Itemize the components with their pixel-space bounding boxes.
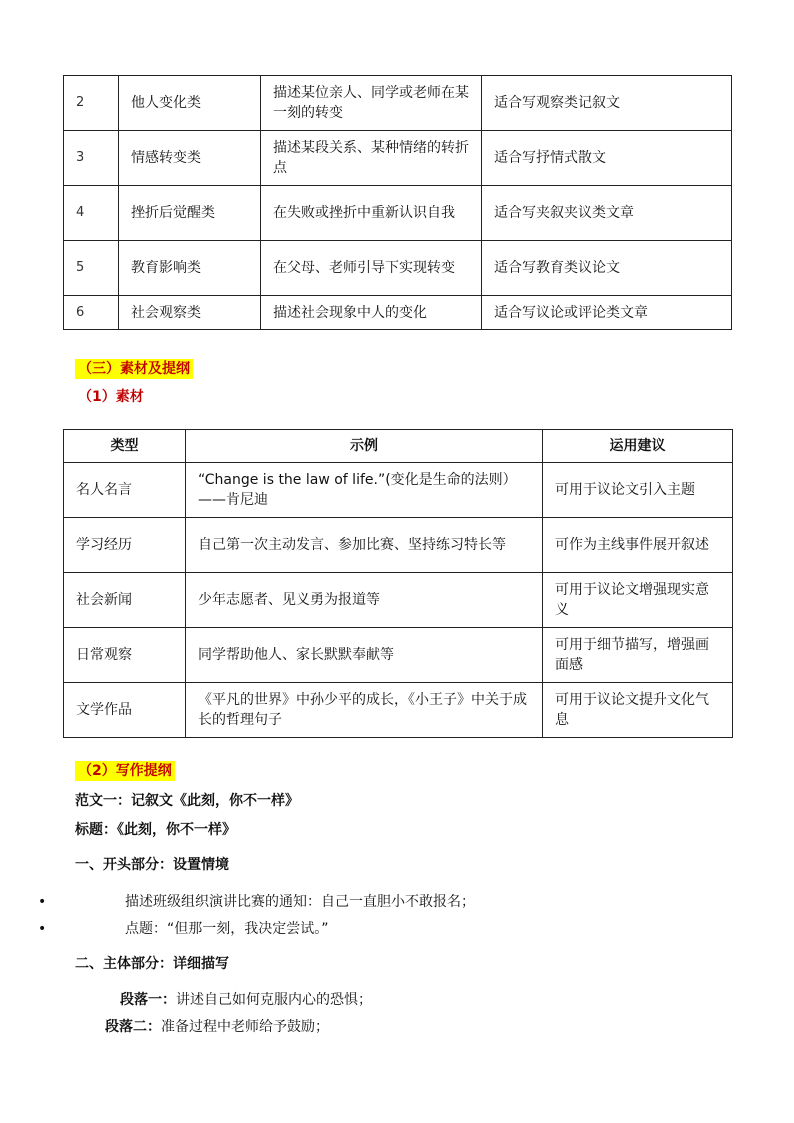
material-table bbox=[63, 429, 733, 738]
category-usage: 适合写抒情式散文 bbox=[482, 131, 732, 186]
paragraph-label: 段落一： bbox=[120, 992, 176, 1008]
table-row bbox=[64, 573, 733, 628]
column-header: 类型 bbox=[64, 430, 186, 463]
category-usage: 适合写议论或评论类文章 bbox=[482, 296, 732, 330]
part-heading: 一、开头部分：设置情境 bbox=[75, 857, 229, 873]
table-row bbox=[64, 296, 732, 330]
table-row bbox=[64, 518, 733, 573]
category-description: 描述社会现象中人的变化 bbox=[261, 296, 482, 330]
category-description: 描述某位亲人、同学或老师在某一刻的转变 bbox=[261, 76, 482, 131]
material-type: 学习经历 bbox=[64, 518, 186, 573]
category-type: 社会观察类 bbox=[119, 296, 261, 330]
material-type: 社会新闻 bbox=[64, 573, 186, 628]
essay-title: 标题：《此刻，你不一样》 bbox=[75, 822, 236, 838]
table-row bbox=[64, 76, 732, 131]
paragraph-label: 段落二： bbox=[105, 1019, 161, 1035]
category-type: 教育影响类 bbox=[119, 241, 261, 296]
material-type: 日常观察 bbox=[64, 628, 186, 683]
paragraph-item bbox=[105, 1017, 329, 1037]
column-header: 运用建议 bbox=[543, 430, 733, 463]
category-description: 描述某段关系、某种情绪的转折点 bbox=[261, 131, 482, 186]
material-advice: 可用于议论文提升文化气息 bbox=[543, 683, 733, 738]
material-advice: 可用于议论文增强现实意义 bbox=[543, 573, 733, 628]
category-description: 在父母、老师引导下实现转变 bbox=[261, 241, 482, 296]
paragraph-text: 讲述自己如何克服内心的恐惧； bbox=[176, 992, 372, 1008]
category-type: 挫折后觉醒类 bbox=[119, 186, 261, 241]
list-item-text: 描述班级组织演讲比赛的通知：自己一直胆小不敢报名； bbox=[125, 894, 475, 910]
material-type: 文学作品 bbox=[64, 683, 186, 738]
table-row bbox=[64, 186, 732, 241]
row-number: 6 bbox=[64, 296, 119, 330]
material-type: 名人名言 bbox=[64, 463, 186, 518]
paragraph-item bbox=[120, 990, 372, 1010]
column-header: 示例 bbox=[186, 430, 543, 463]
material-example: 自己第一次主动发言、参加比赛、坚持练习特长等 bbox=[186, 518, 543, 573]
row-number: 5 bbox=[64, 241, 119, 296]
paragraph-text: 准备过程中老师给予鼓励； bbox=[161, 1019, 329, 1035]
material-advice: 可用于议论文引入主题 bbox=[543, 463, 733, 518]
essay-label: 范文一：记叙文《此刻，你不一样》 bbox=[75, 793, 299, 809]
material-advice: 可用于细节描写，增强画面感 bbox=[543, 628, 733, 683]
material-example: 同学帮助他人、家长默默奉献等 bbox=[186, 628, 543, 683]
row-number: 2 bbox=[64, 76, 119, 131]
material-example: 少年志愿者、见义勇为报道等 bbox=[186, 573, 543, 628]
subsection-title: （1）素材 bbox=[78, 389, 144, 405]
row-number: 3 bbox=[64, 131, 119, 186]
table-row bbox=[64, 131, 732, 186]
material-example: “Change is the law of life.”(变化是生命的法则）——肯尼迪 bbox=[186, 463, 543, 518]
table-row bbox=[64, 628, 733, 683]
category-usage: 适合写夹叙夹议类文章 bbox=[482, 186, 732, 241]
row-number: 4 bbox=[64, 186, 119, 241]
bullet-icon: • bbox=[38, 894, 47, 910]
table-row bbox=[64, 683, 733, 738]
bullet-icon: • bbox=[38, 921, 47, 937]
material-example: 《平凡的世界》中孙少平的成长，《小王子》中关于成长的哲理句子 bbox=[186, 683, 543, 738]
category-usage: 适合写观察类记叙文 bbox=[482, 76, 732, 131]
subsection-title: （2）写作提纲 bbox=[75, 761, 175, 781]
list-item-text: 点题：“但那一刻，我决定尝试。” bbox=[125, 921, 329, 937]
table-row bbox=[64, 463, 733, 518]
section-title: （三）素材及提纲 bbox=[75, 359, 193, 379]
category-type: 情感转变类 bbox=[119, 131, 261, 186]
table-header-row bbox=[64, 430, 733, 463]
category-usage: 适合写教育类议论文 bbox=[482, 241, 732, 296]
list-item bbox=[38, 919, 329, 939]
material-advice: 可作为主线事件展开叙述 bbox=[543, 518, 733, 573]
category-type: 他人变化类 bbox=[119, 76, 261, 131]
category-description: 在失败或挫折中重新认识自我 bbox=[261, 186, 482, 241]
table-row bbox=[64, 241, 732, 296]
category-table bbox=[63, 75, 732, 330]
list-item bbox=[38, 892, 475, 912]
part-heading: 二、主体部分：详细描写 bbox=[75, 956, 229, 972]
